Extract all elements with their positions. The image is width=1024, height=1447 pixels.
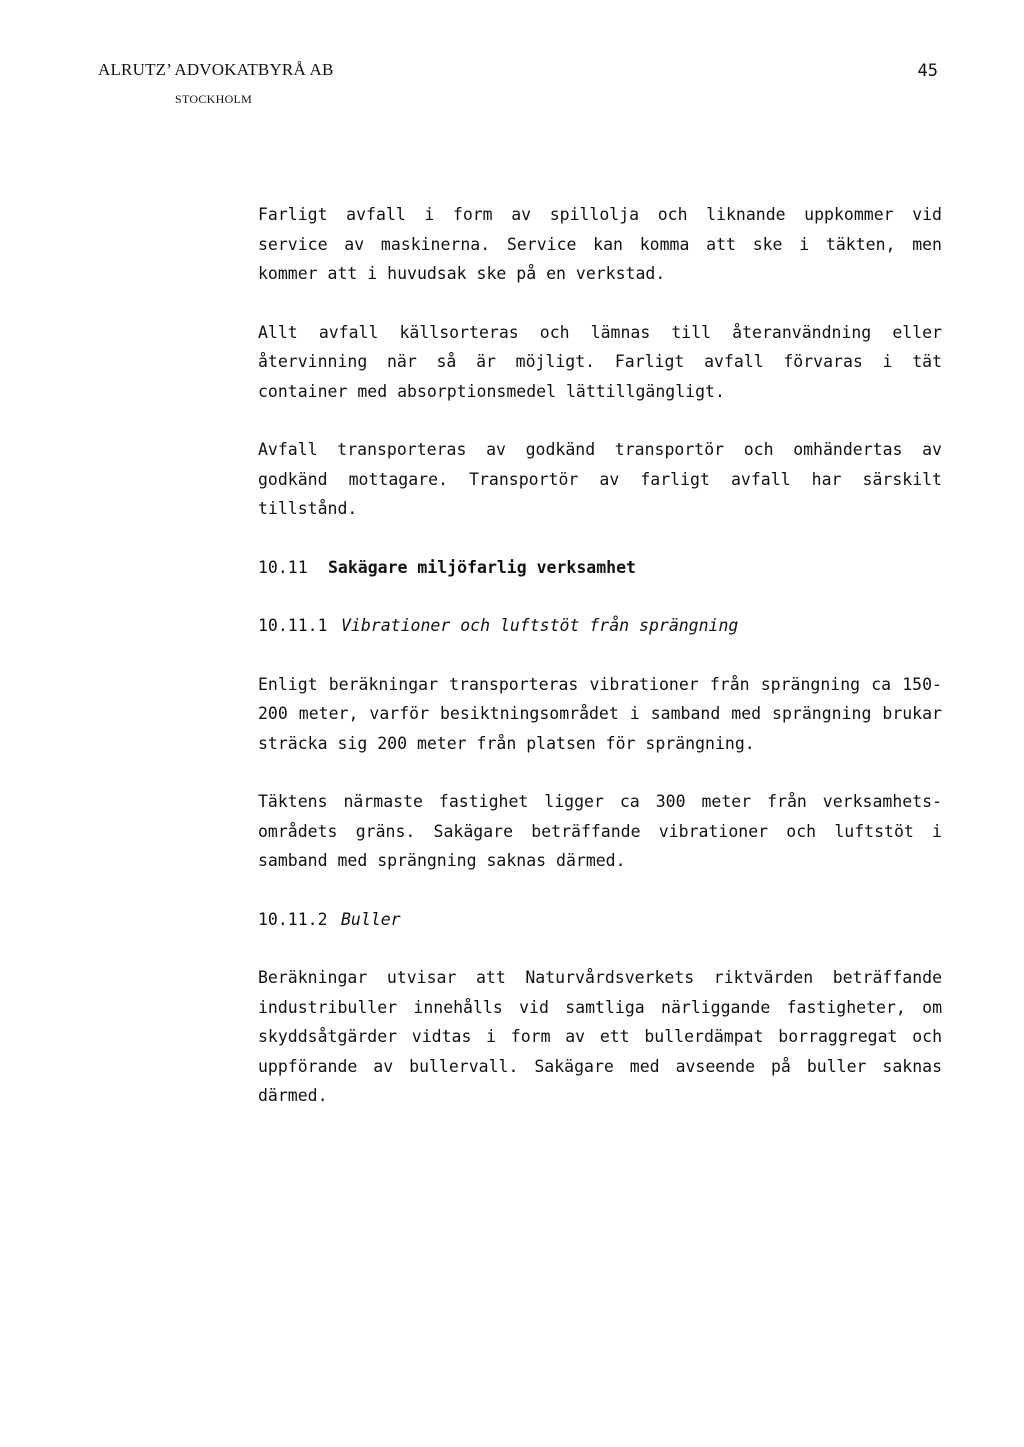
section-title: Sakägare miljöfarlig verksamhet [328,557,636,577]
firm-name: ALRUTZ’ ADVOKATBYRÅ AB [98,60,334,79]
document-body [258,200,942,1140]
subsection-title: Vibrationer och luftstöt från sprängning [341,616,739,635]
section-number: 10.11 [258,557,308,577]
subsection-title: Buller [341,909,401,929]
paragraph-hazardous-waste: Farligt avfall i form av spillolja och liknande uppkommer vid service av maskinerna. Service kan komma att ske i täkten, men kommer att i huvudsak ske på en verkstad. [258,205,942,283]
section-heading-stakeholders [258,553,942,583]
page-number: 45 [917,61,938,81]
firm-city: STOCKHOLM [175,92,253,106]
paragraph-noise-calc: Beräkningar utvisar att Naturvårdsverkets riktvärden beträffande industribuller innehålls vid samtliga närliggande fastigheter, om skyddsåtgärder vidtas i form av ett bullerdämpat borraggregat och uppförande av bullervall. Sakägare med avseende på buller saknas därmed. [258,968,942,1105]
subsection-heading-noise [258,905,942,935]
paragraph-vibration-calc: Enligt beräkningar transporteras vibrationer från sprängning ca 150-200 meter, varför besiktningsområdet i samband med sprängning brukar sträcka sig 200 meter från platsen för sprängning. [258,674,942,753]
paragraph-nearest-property: Täktens närmaste fastighet ligger ca 300 meter från verksamhets-områdets gräns. Sakägare beträffande vibrationer och luftstöt i samband med sprängning saknas därmed. [258,792,942,870]
subsection-number: 10.11.1 [258,616,328,635]
paragraph-waste-sorting: Allt avfall källsorteras och lämnas till återanvändning eller återvinning när så är möjligt. Farligt avfall förvaras i tät container med absorptionsmedel lättillgängligt. [258,322,942,401]
subsection-heading-vibrations [258,611,942,641]
paragraph-waste-transport: Avfall transporteras av godkänd transportör och omhändertas av godkänd mottagare. Transportör av farligt avfall har särskilt tillstånd. [258,440,942,518]
subsection-number: 10.11.2 [258,909,328,929]
